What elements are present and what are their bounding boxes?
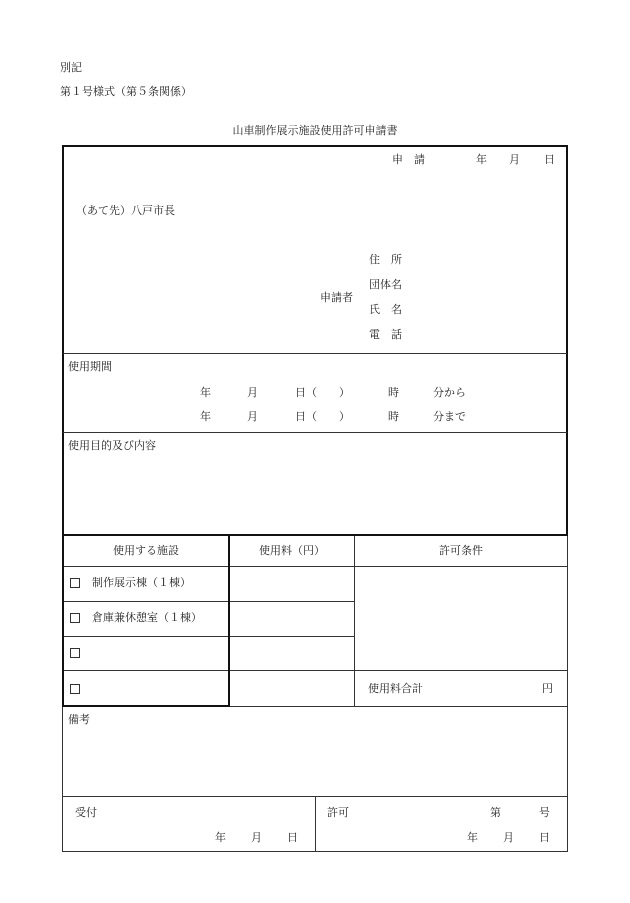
period-end-hour[interactable]: 時: [388, 410, 399, 423]
purpose-heading: 使用目的及び内容: [68, 439, 156, 452]
permit-heading: 許可: [327, 806, 349, 819]
permit-no-suffix[interactable]: 号: [539, 806, 550, 819]
fee-field-3[interactable]: [231, 638, 353, 669]
divider: [228, 670, 568, 671]
period-start-month[interactable]: 月: [247, 386, 258, 399]
name-field[interactable]: 氏 名: [369, 303, 402, 316]
col-facility-header: 使用する施設: [113, 544, 179, 557]
permit-year[interactable]: 年: [467, 831, 478, 844]
remarks-heading: 備考: [68, 713, 90, 726]
form-title: 山車制作展示施設使用許可申請書: [232, 124, 398, 137]
checkbox-facility-3[interactable]: [70, 648, 80, 658]
fee-field-2[interactable]: [231, 603, 353, 635]
divider: [354, 536, 355, 706]
fee-field-4[interactable]: [231, 672, 353, 705]
receipt-year[interactable]: 年: [215, 831, 226, 844]
period-end-day[interactable]: 日（ ）: [295, 410, 350, 423]
period-end-minute[interactable]: 分まで: [433, 410, 466, 423]
divider: [228, 566, 568, 567]
divider: [64, 601, 228, 602]
fee-field-1[interactable]: [231, 568, 353, 600]
divider: [63, 432, 567, 433]
permit-no-prefix: 第: [490, 806, 501, 819]
application-day[interactable]: 日: [544, 153, 555, 166]
period-start-hour[interactable]: 時: [388, 386, 399, 399]
applicant-label: 申請者: [320, 291, 353, 304]
checkbox-facility-4[interactable]: [70, 684, 80, 694]
checkbox-facility-2[interactable]: [70, 613, 80, 623]
checkbox-facility-1[interactable]: [70, 578, 80, 588]
permit-month[interactable]: 月: [503, 831, 514, 844]
divider: [228, 601, 354, 602]
facility-2-label: 倉庫兼休憩室（１棟）: [92, 611, 202, 624]
period-start-minute[interactable]: 分から: [433, 386, 466, 399]
conditions-field[interactable]: [356, 568, 566, 669]
address-field[interactable]: 住 所: [369, 253, 402, 266]
application-year[interactable]: 年: [476, 153, 487, 166]
receipt-heading: 受付: [75, 806, 97, 819]
receipt-month[interactable]: 月: [251, 831, 262, 844]
form-number: 第１号様式（第５条関係）: [60, 85, 192, 98]
col-fee-header: 使用料（円）: [259, 544, 325, 557]
phone-field[interactable]: 電 話: [369, 328, 402, 341]
divider: [228, 706, 568, 707]
addressee: （あて先）八戸市長: [76, 204, 175, 217]
col-conditions-header: 許可条件: [439, 544, 483, 557]
note-label: 別記: [60, 61, 82, 74]
permit-day[interactable]: 日: [539, 831, 550, 844]
period-start-day[interactable]: 日（ ）: [295, 386, 350, 399]
divider: [315, 796, 316, 852]
receipt-day[interactable]: 日: [287, 831, 298, 844]
period-start-year[interactable]: 年: [200, 386, 211, 399]
divider: [64, 636, 228, 637]
divider: [63, 353, 567, 354]
period-end-year[interactable]: 年: [200, 410, 211, 423]
remarks-field[interactable]: [64, 730, 566, 794]
total-fee-yen[interactable]: 円: [542, 682, 553, 695]
purpose-field[interactable]: [64, 456, 564, 532]
period-heading: 使用期間: [68, 360, 112, 373]
facility-1-label: 制作展示棟（１棟）: [92, 576, 191, 589]
period-end-month[interactable]: 月: [247, 410, 258, 423]
application-date-label: 申 請: [392, 153, 425, 166]
divider: [64, 670, 228, 671]
application-month[interactable]: 月: [509, 153, 520, 166]
divider: [228, 636, 354, 637]
total-fee-label: 使用料合計: [368, 682, 423, 695]
organization-field[interactable]: 団体名: [369, 278, 402, 291]
divider: [64, 566, 228, 567]
